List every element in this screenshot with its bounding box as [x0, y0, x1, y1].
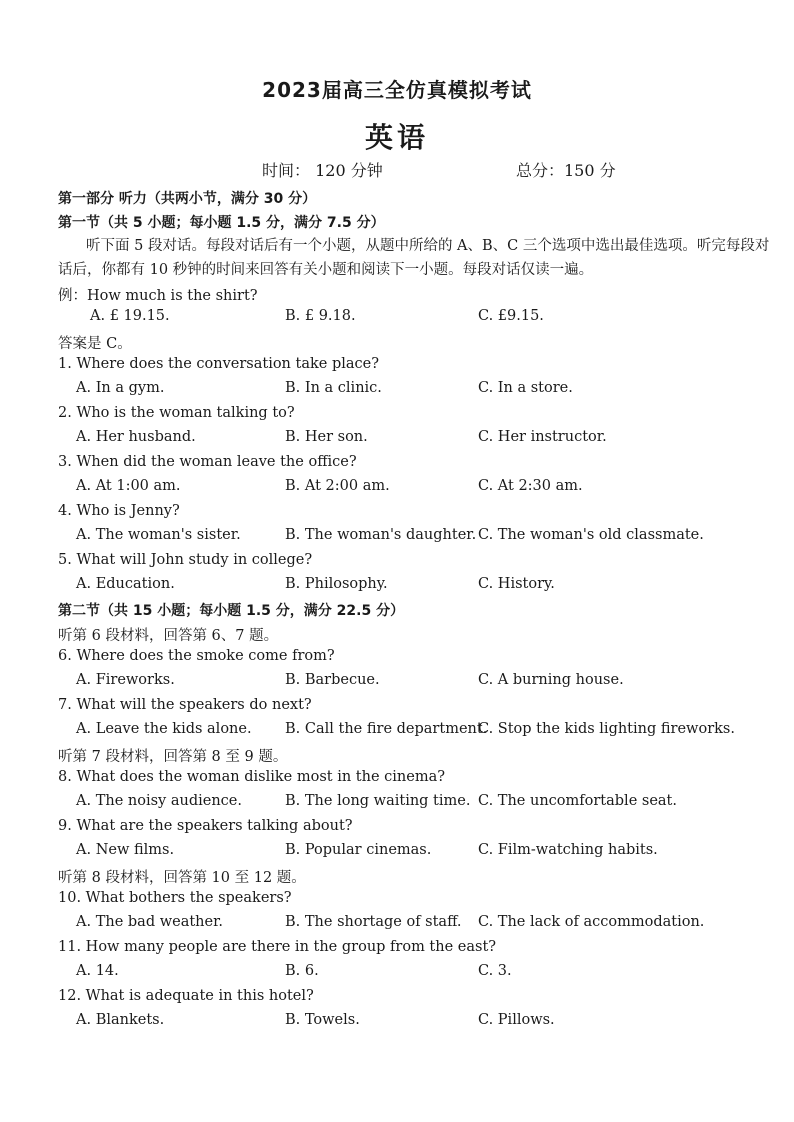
option-6b: B. Barbecue.	[285, 672, 380, 688]
question-1: 1. Where does the conversation take place?	[58, 356, 379, 372]
option-2c: C. Her instructor.	[478, 429, 607, 445]
material-6-header: 听第 6 段材料，回答第 6、7 题。	[58, 628, 279, 644]
question-12: 12. What is adequate in this hotel?	[58, 988, 314, 1004]
question-5: 5. What will John study in college?	[58, 552, 313, 568]
option-8b: B. The long waiting time.	[285, 793, 471, 809]
option-6a: A. Fireworks.	[76, 672, 175, 688]
question-7: 7. What will the speakers do next?	[58, 697, 312, 713]
option-7b: B. Call the fire department.	[285, 721, 488, 737]
option-1a: A. In a gym.	[76, 380, 165, 396]
option-5a: A. Education.	[76, 576, 175, 592]
option-9b: B. Popular cinemas.	[285, 842, 432, 858]
option-7c: C. Stop the kids lighting fireworks.	[478, 721, 735, 737]
option-12b: B. Towels.	[285, 1012, 360, 1028]
option-4a: A. The woman's sister.	[76, 527, 241, 543]
option-6c: C. A burning house.	[478, 672, 624, 688]
option-11b: B. 6.	[285, 963, 319, 979]
question-4: 4. Who is Jenny?	[58, 503, 180, 519]
example-option-c: C. £9.15.	[478, 308, 544, 324]
exam-total: 总分：150 分	[516, 161, 616, 180]
part1-title: 第一部分 听力（共两小节，满分 30 分）	[58, 191, 317, 207]
material-8-header: 听第 8 段材料，回答第 10 至 12 题。	[58, 870, 306, 886]
option-5c: C. History.	[478, 576, 555, 592]
option-11a: A. 14.	[76, 963, 119, 979]
option-2a: A. Her husband.	[76, 429, 196, 445]
section1-title: 第一节（共 5 小题；每小题 1.5 分，满分 7.5 分）	[58, 215, 385, 231]
question-10: 10. What bothers the speakers?	[58, 890, 292, 906]
exam-time: 时间： 120 分钟	[262, 161, 383, 180]
subject-title: 英语	[364, 121, 429, 154]
question-6: 6. Where does the smoke come from?	[58, 648, 335, 664]
option-9a: A. New films.	[76, 842, 175, 858]
question-3: 3. When did the woman leave the office?	[58, 454, 357, 470]
option-1c: C. In a store.	[478, 380, 573, 396]
option-3a: A. At 1:00 am.	[76, 478, 181, 494]
example-question: 例：How much is the shirt?	[58, 288, 258, 304]
option-12a: A. Blankets.	[76, 1012, 165, 1028]
option-1b: B. In a clinic.	[285, 380, 382, 396]
material-7-header: 听第 7 段材料，回答第 8 至 9 题。	[58, 749, 288, 765]
question-2: 2. Who is the woman talking to?	[58, 405, 295, 421]
section1-instructions: 听下面 5 段对话。每段对话后有一个小题，从题中所给的 A、B、C 三个选项中选出最佳选项。听完每段对话后，你都有 10 秒钟的时间来回答有关小题和阅读下一小题。每段对话仅读一遍。	[58, 238, 770, 278]
option-4b: B. The woman's daughter.	[285, 527, 477, 543]
example-answer: 答案是 C。	[58, 336, 132, 352]
question-8: 8. What does the woman dislike most in the cinema?	[58, 769, 446, 785]
question-9: 9. What are the speakers talking about?	[58, 818, 353, 834]
example-option-b: B. £ 9.18.	[285, 308, 356, 324]
option-10b: B. The shortage of staff.	[285, 914, 462, 930]
example-option-a: A. £ 19.15.	[90, 308, 170, 324]
option-8a: A. The noisy audience.	[76, 793, 242, 809]
section2-title: 第二节（共 15 小题；每小题 1.5 分，满分 22.5 分）	[58, 603, 405, 619]
option-2b: B. Her son.	[285, 429, 368, 445]
option-10c: C. The lack of accommodation.	[478, 914, 705, 930]
option-4c: C. The woman's old classmate.	[478, 527, 704, 543]
option-3c: C. At 2:30 am.	[478, 478, 583, 494]
option-7a: A. Leave the kids alone.	[76, 721, 252, 737]
option-9c: C. Film-watching habits.	[478, 842, 658, 858]
option-3b: B. At 2:00 am.	[285, 478, 390, 494]
option-12c: C. Pillows.	[478, 1012, 555, 1028]
question-11: 11. How many people are there in the group from the east?	[58, 939, 497, 955]
option-10a: A. The bad weather.	[76, 914, 224, 930]
exam-title: 2023届高三全仿真模拟考试	[262, 78, 532, 102]
option-8c: C. The uncomfortable seat.	[478, 793, 677, 809]
option-5b: B. Philosophy.	[285, 576, 388, 592]
option-11c: C. 3.	[478, 963, 512, 979]
